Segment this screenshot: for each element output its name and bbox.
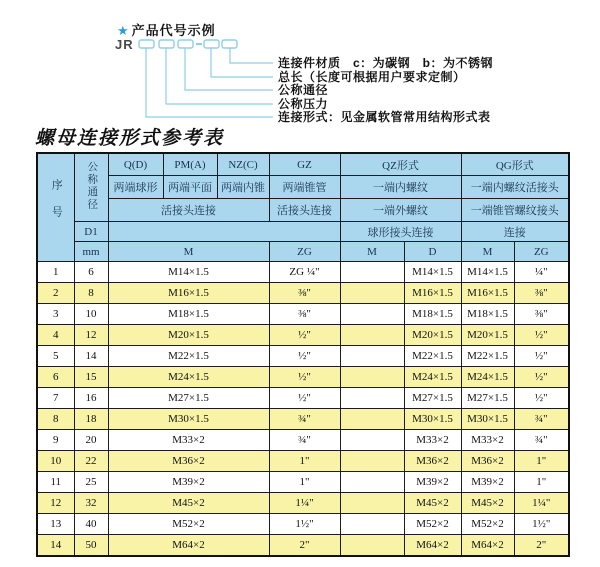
header-qg-connection: 连接 [461, 222, 569, 242]
header-unit: mm [74, 242, 108, 262]
cell-m: M16×1.5 [108, 283, 269, 304]
cell-gz-zg: ¾" [269, 409, 340, 430]
header-qz-desc-mid: 一端外螺纹 [340, 199, 461, 222]
header-nz-desc: 两端内锥 [217, 176, 269, 199]
header-zg: ZG [269, 242, 340, 262]
header-q-desc: 两端球形 [108, 176, 163, 199]
cell-qz-m [340, 409, 404, 430]
header-col-pm: PM(A) [163, 153, 217, 176]
cell-qz-m [340, 388, 404, 409]
cell-qg-m: M45×2 [461, 493, 514, 514]
cell-qz-d: M33×2 [404, 430, 461, 451]
header-pm-desc: 两端平面 [163, 176, 217, 199]
cell-qg-zg: ⅜" [514, 283, 569, 304]
cell-m: M45×2 [108, 493, 269, 514]
cell-mm: 50 [74, 535, 108, 557]
cell-qg-m: M36×2 [461, 451, 514, 472]
cell-gz-zg: 1" [269, 472, 340, 493]
cell-qg-m: M16×1.5 [461, 283, 514, 304]
diagram-label-diameter: 公称通径 [278, 83, 329, 97]
star-icon: ★ [117, 23, 130, 38]
code-box [159, 40, 174, 48]
cell-mm: 12 [74, 325, 108, 346]
header-qg-m: M [461, 242, 514, 262]
code-box [222, 40, 237, 48]
cell-qg-m: M52×2 [461, 514, 514, 535]
table-row [37, 514, 569, 535]
table-row [37, 346, 569, 367]
cell-qz-d: M27×1.5 [404, 388, 461, 409]
cell-mm: 22 [74, 451, 108, 472]
header-qz-m: M [340, 242, 404, 262]
cell-seq: 14 [37, 535, 74, 557]
header-seq: 序号 [37, 153, 74, 262]
diagram-label-pressure: 公称压力 [278, 97, 329, 111]
header-nominal-diameter: 公称通径 [74, 153, 108, 222]
cell-m: M22×1.5 [108, 346, 269, 367]
cell-qg-zg: 1½" [514, 514, 569, 535]
cell-seq: 8 [37, 409, 74, 430]
cell-mm: 8 [74, 283, 108, 304]
cell-mm: 25 [74, 472, 108, 493]
cell-seq: 5 [37, 346, 74, 367]
cell-qz-d: M52×2 [404, 514, 461, 535]
header-qg-desc-top: 一端内螺纹活接头 [461, 176, 569, 199]
cell-mm: 16 [74, 388, 108, 409]
cell-qz-m [340, 493, 404, 514]
table-row [37, 325, 569, 346]
header-qg-zg: ZG [514, 242, 569, 262]
cell-m: M24×1.5 [108, 367, 269, 388]
cell-m: M33×2 [108, 430, 269, 451]
header-col-nz: NZ(C) [217, 153, 269, 176]
cell-qz-m [340, 346, 404, 367]
cell-m: M39×2 [108, 472, 269, 493]
cell-qg-zg: ¾" [514, 430, 569, 451]
cell-qg-zg: ½" [514, 388, 569, 409]
header-blank [108, 222, 340, 242]
code-box [139, 40, 154, 48]
cell-qz-d: M22×1.5 [404, 346, 461, 367]
cell-qg-zg: 1¼" [514, 493, 569, 514]
cell-m: M27×1.5 [108, 388, 269, 409]
cell-m: M52×2 [108, 514, 269, 535]
diagram-label-length: 总长（长度可根据用户要求定制） [278, 70, 466, 84]
header-qg-desc-mid: 一端锥管螺纹接头 [461, 199, 569, 222]
header-col-qg: QG形式 [461, 153, 569, 176]
cell-qz-m [340, 325, 404, 346]
cell-qg-m: M33×2 [461, 430, 514, 451]
cell-qg-m: M39×2 [461, 472, 514, 493]
cell-qz-m [340, 283, 404, 304]
header-qz-connection: 球形接头连接 [340, 222, 461, 242]
diagram-caption-text: 产品代号示例 [131, 23, 216, 38]
header-left-connection: 活接头连接 [108, 199, 269, 222]
cell-qz-m [340, 472, 404, 493]
header-qz-desc-top: 一端内螺纹 [340, 176, 461, 199]
cell-qz-d: M39×2 [404, 472, 461, 493]
cell-qg-m: M22×1.5 [461, 346, 514, 367]
cell-mm: 40 [74, 514, 108, 535]
table-row [37, 493, 569, 514]
cell-qg-zg: ½" [514, 325, 569, 346]
cell-gz-zg: ½" [269, 346, 340, 367]
cell-m: M18×1.5 [108, 304, 269, 325]
lead-line [146, 48, 273, 117]
cell-qz-d: M16×1.5 [404, 283, 461, 304]
cell-seq: 2 [37, 283, 74, 304]
table-row [37, 472, 569, 493]
cell-mm: 15 [74, 367, 108, 388]
table-row [37, 409, 569, 430]
cell-gz-zg: ½" [269, 325, 340, 346]
table-row [37, 430, 569, 451]
cell-seq: 11 [37, 472, 74, 493]
cell-seq: 10 [37, 451, 74, 472]
lead-line [185, 48, 273, 90]
cell-qg-m: M20×1.5 [461, 325, 514, 346]
cell-qg-zg: ¾" [514, 409, 569, 430]
cell-qg-m: M24×1.5 [461, 367, 514, 388]
cell-qz-m [340, 304, 404, 325]
table-row [37, 262, 569, 283]
cell-qz-m [340, 451, 404, 472]
cell-qz-d: M20×1.5 [404, 325, 461, 346]
cell-gz-zg: ½" [269, 367, 340, 388]
table-row [37, 451, 569, 472]
diagram-label-material: 连接件材质 c：为碳钢 b：为不锈钢 [278, 56, 494, 70]
cell-m: M20×1.5 [108, 325, 269, 346]
cell-mm: 32 [74, 493, 108, 514]
cell-seq: 9 [37, 430, 74, 451]
cell-qz-m [340, 262, 404, 283]
header-col-qz: QZ形式 [340, 153, 461, 176]
cell-seq: 6 [37, 367, 74, 388]
cell-gz-zg: 1½" [269, 514, 340, 535]
nut-connection-table [36, 152, 570, 557]
cell-qz-m [340, 514, 404, 535]
cell-qg-m: M14×1.5 [461, 262, 514, 283]
cell-qz-d: M36×2 [404, 451, 461, 472]
lead-line [166, 48, 273, 104]
cell-qz-m [340, 535, 404, 557]
cell-m: M30×1.5 [108, 409, 269, 430]
header-d1: D1 [74, 222, 108, 242]
cell-seq: 7 [37, 388, 74, 409]
cell-gz-zg: ¾" [269, 430, 340, 451]
cell-mm: 10 [74, 304, 108, 325]
cell-gz-zg: ⅜" [269, 283, 340, 304]
cell-qz-d: M64×2 [404, 535, 461, 557]
cell-gz-zg: ZG ¼" [269, 262, 340, 283]
table-row [37, 535, 569, 557]
cell-gz-zg: ½" [269, 388, 340, 409]
cell-qz-d: M30×1.5 [404, 409, 461, 430]
cell-qz-m [340, 430, 404, 451]
cell-seq: 3 [37, 304, 74, 325]
table-title: 螺母连接形式参考表 [35, 127, 225, 149]
header-col-gz: GZ [269, 153, 340, 176]
cell-gz-zg: 1" [269, 451, 340, 472]
table-row [37, 283, 569, 304]
cell-mm: 20 [74, 430, 108, 451]
cell-qz-m [340, 367, 404, 388]
code-box [204, 40, 219, 48]
cell-seq: 12 [37, 493, 74, 514]
cell-qg-zg: ¼" [514, 262, 569, 283]
cell-qg-m: M64×2 [461, 535, 514, 557]
cell-qg-zg: ⅜" [514, 304, 569, 325]
cell-qz-d: M18×1.5 [404, 304, 461, 325]
cell-gz-zg: 2" [269, 535, 340, 557]
cell-qg-m: M27×1.5 [461, 388, 514, 409]
header-gz-desc: 两端锥管 [269, 176, 340, 199]
header-gz-connection: 活接头连接 [269, 199, 340, 222]
table-row [37, 388, 569, 409]
cell-qg-zg: ½" [514, 346, 569, 367]
cell-qz-d: M24×1.5 [404, 367, 461, 388]
cell-qg-m: M30×1.5 [461, 409, 514, 430]
cell-seq: 4 [37, 325, 74, 346]
cell-qg-zg: 1" [514, 472, 569, 493]
cell-gz-zg: 1¼" [269, 493, 340, 514]
header-m: M [108, 242, 269, 262]
cell-seq: 13 [37, 514, 74, 535]
diagram-label-conn-form: 连接形式：见金属软管常用结构形式表 [278, 110, 491, 124]
cell-qz-d: M14×1.5 [404, 262, 461, 283]
code-prefix: JR [115, 37, 134, 52]
cell-mm: 6 [74, 262, 108, 283]
header-col-q: Q(D) [108, 153, 163, 176]
cell-mm: 18 [74, 409, 108, 430]
lead-line [230, 48, 273, 63]
cell-m: M14×1.5 [108, 262, 269, 283]
cell-seq: 1 [37, 262, 74, 283]
cell-qz-d: M45×2 [404, 493, 461, 514]
table-body [37, 262, 569, 557]
cell-qg-m: M18×1.5 [461, 304, 514, 325]
header-qz-d: D [404, 242, 461, 262]
code-box [178, 40, 193, 48]
cell-qg-zg: ½" [514, 367, 569, 388]
cell-qg-zg: 1" [514, 451, 569, 472]
cell-m: M36×2 [108, 451, 269, 472]
cell-gz-zg: ⅜" [269, 304, 340, 325]
table-row [37, 304, 569, 325]
cell-mm: 14 [74, 346, 108, 367]
table-row [37, 367, 569, 388]
cell-m: M64×2 [108, 535, 269, 557]
cell-qg-zg: 2" [514, 535, 569, 557]
